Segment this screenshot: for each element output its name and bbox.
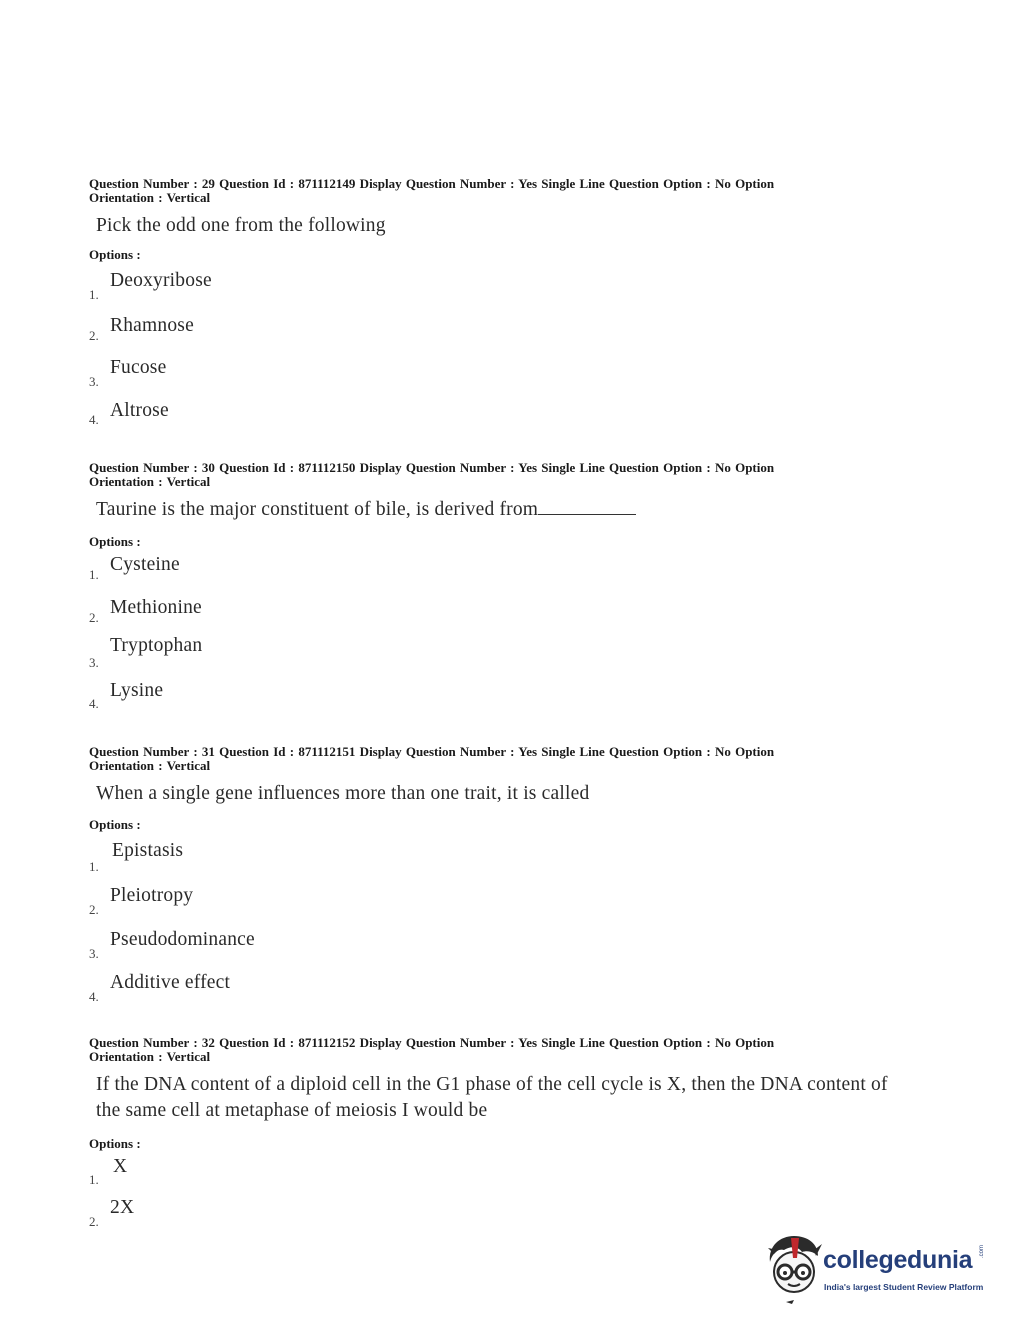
question-meta-line2: Orientation : Vertical <box>89 1049 211 1064</box>
question-meta-line1: Question Number : 32 Question Id : 871112152 Display Question Number : Yes Single Line Question Option : No Option <box>89 1035 775 1050</box>
options-label: Options : <box>89 534 141 549</box>
question-text-row <box>96 497 889 523</box>
question-29 <box>89 177 889 437</box>
option-text: Pseudodominance <box>110 929 255 950</box>
mascot-icon <box>764 1232 824 1306</box>
question-meta <box>89 461 889 489</box>
option-text: Rhamnose <box>110 315 194 336</box>
option-number: 1. <box>89 567 99 582</box>
logo-domain-suffix: .com <box>979 1244 985 1258</box>
option-text: Additive effect <box>110 972 231 993</box>
option-text: 2X <box>110 1197 135 1218</box>
question-meta-line2: Orientation : Vertical <box>89 758 211 773</box>
option-2[interactable] <box>89 315 489 345</box>
options-label: Options : <box>89 817 141 832</box>
question-meta <box>89 177 889 205</box>
option-2[interactable] <box>89 885 489 915</box>
option-text: Lysine <box>110 680 164 701</box>
option-4[interactable] <box>89 400 489 430</box>
option-number: 1. <box>89 859 99 874</box>
question-meta <box>89 1036 889 1064</box>
option-number: 2. <box>89 610 99 625</box>
option-1[interactable] <box>89 840 489 874</box>
collegedunia-logo[interactable] <box>764 1232 989 1306</box>
option-3[interactable] <box>89 357 489 387</box>
option-text: X <box>113 1156 128 1177</box>
question-meta-line1: Question Number : 30 Question Id : 871112150 Display Question Number : Yes Single Line Question Option : No Option <box>89 460 775 475</box>
option-number: 1. <box>89 287 99 302</box>
option-text: Deoxyribose <box>110 270 212 291</box>
question-meta-line2: Orientation : Vertical <box>89 190 211 205</box>
option-number: 4. <box>89 412 99 427</box>
option-text: Cysteine <box>110 554 180 575</box>
options-label: Options : <box>89 247 141 262</box>
options-label: Options : <box>89 1136 141 1151</box>
question-text: Taurine is the major constituent of bile, is derived from <box>96 499 539 520</box>
question-30 <box>89 461 889 721</box>
option-number: 4. <box>89 989 99 1004</box>
question-meta <box>89 745 889 773</box>
fill-in-blank <box>538 498 636 515</box>
option-text: Fucose <box>110 357 167 378</box>
question-meta-line1: Question Number : 31 Question Id : 871112151 Display Question Number : Yes Single Line Question Option : No Option <box>89 744 775 759</box>
option-1[interactable] <box>89 1156 489 1186</box>
option-number: 3. <box>89 946 99 961</box>
option-1[interactable] <box>89 270 489 300</box>
option-number: 2. <box>89 328 99 343</box>
option-number: 2. <box>89 1214 99 1229</box>
question-text: Pick the odd one from the following <box>96 215 386 236</box>
option-4[interactable] <box>89 972 489 1002</box>
option-number: 2. <box>89 902 99 917</box>
option-number: 1. <box>89 1172 99 1187</box>
option-text: Tryptophan <box>110 635 203 656</box>
question-meta-line2: Orientation : Vertical <box>89 474 211 489</box>
question-meta-line1: Question Number : 29 Question Id : 871112149 Display Question Number : Yes Single Line Question Option : No Option <box>89 176 775 191</box>
option-3[interactable] <box>89 635 489 670</box>
option-text: Altrose <box>110 400 169 421</box>
option-3[interactable] <box>89 929 489 959</box>
option-number: 4. <box>89 696 99 711</box>
option-4[interactable] <box>89 680 489 710</box>
option-2[interactable] <box>89 1197 489 1227</box>
option-2[interactable] <box>89 597 489 627</box>
option-1[interactable] <box>89 554 489 584</box>
option-number: 3. <box>89 655 99 670</box>
option-text: Pleiotropy <box>110 885 194 906</box>
option-number: 3. <box>89 374 99 389</box>
question-32 <box>89 1036 889 1236</box>
option-text: Methionine <box>110 597 202 618</box>
logo-wordmark: collegedunia <box>823 1246 973 1274</box>
logo-tagline: India's largest Student Review Platform <box>824 1282 984 1292</box>
question-text: When a single gene influences more than one trait, it is called <box>96 783 590 804</box>
option-text: Epistasis <box>112 840 184 861</box>
question-31 <box>89 745 889 1010</box>
question-text: If the DNA content of a diploid cell in the G1 phase of the cell cycle is X, then the DNA content of the same cell at metaphase of meiosis I would be <box>96 1074 888 1121</box>
